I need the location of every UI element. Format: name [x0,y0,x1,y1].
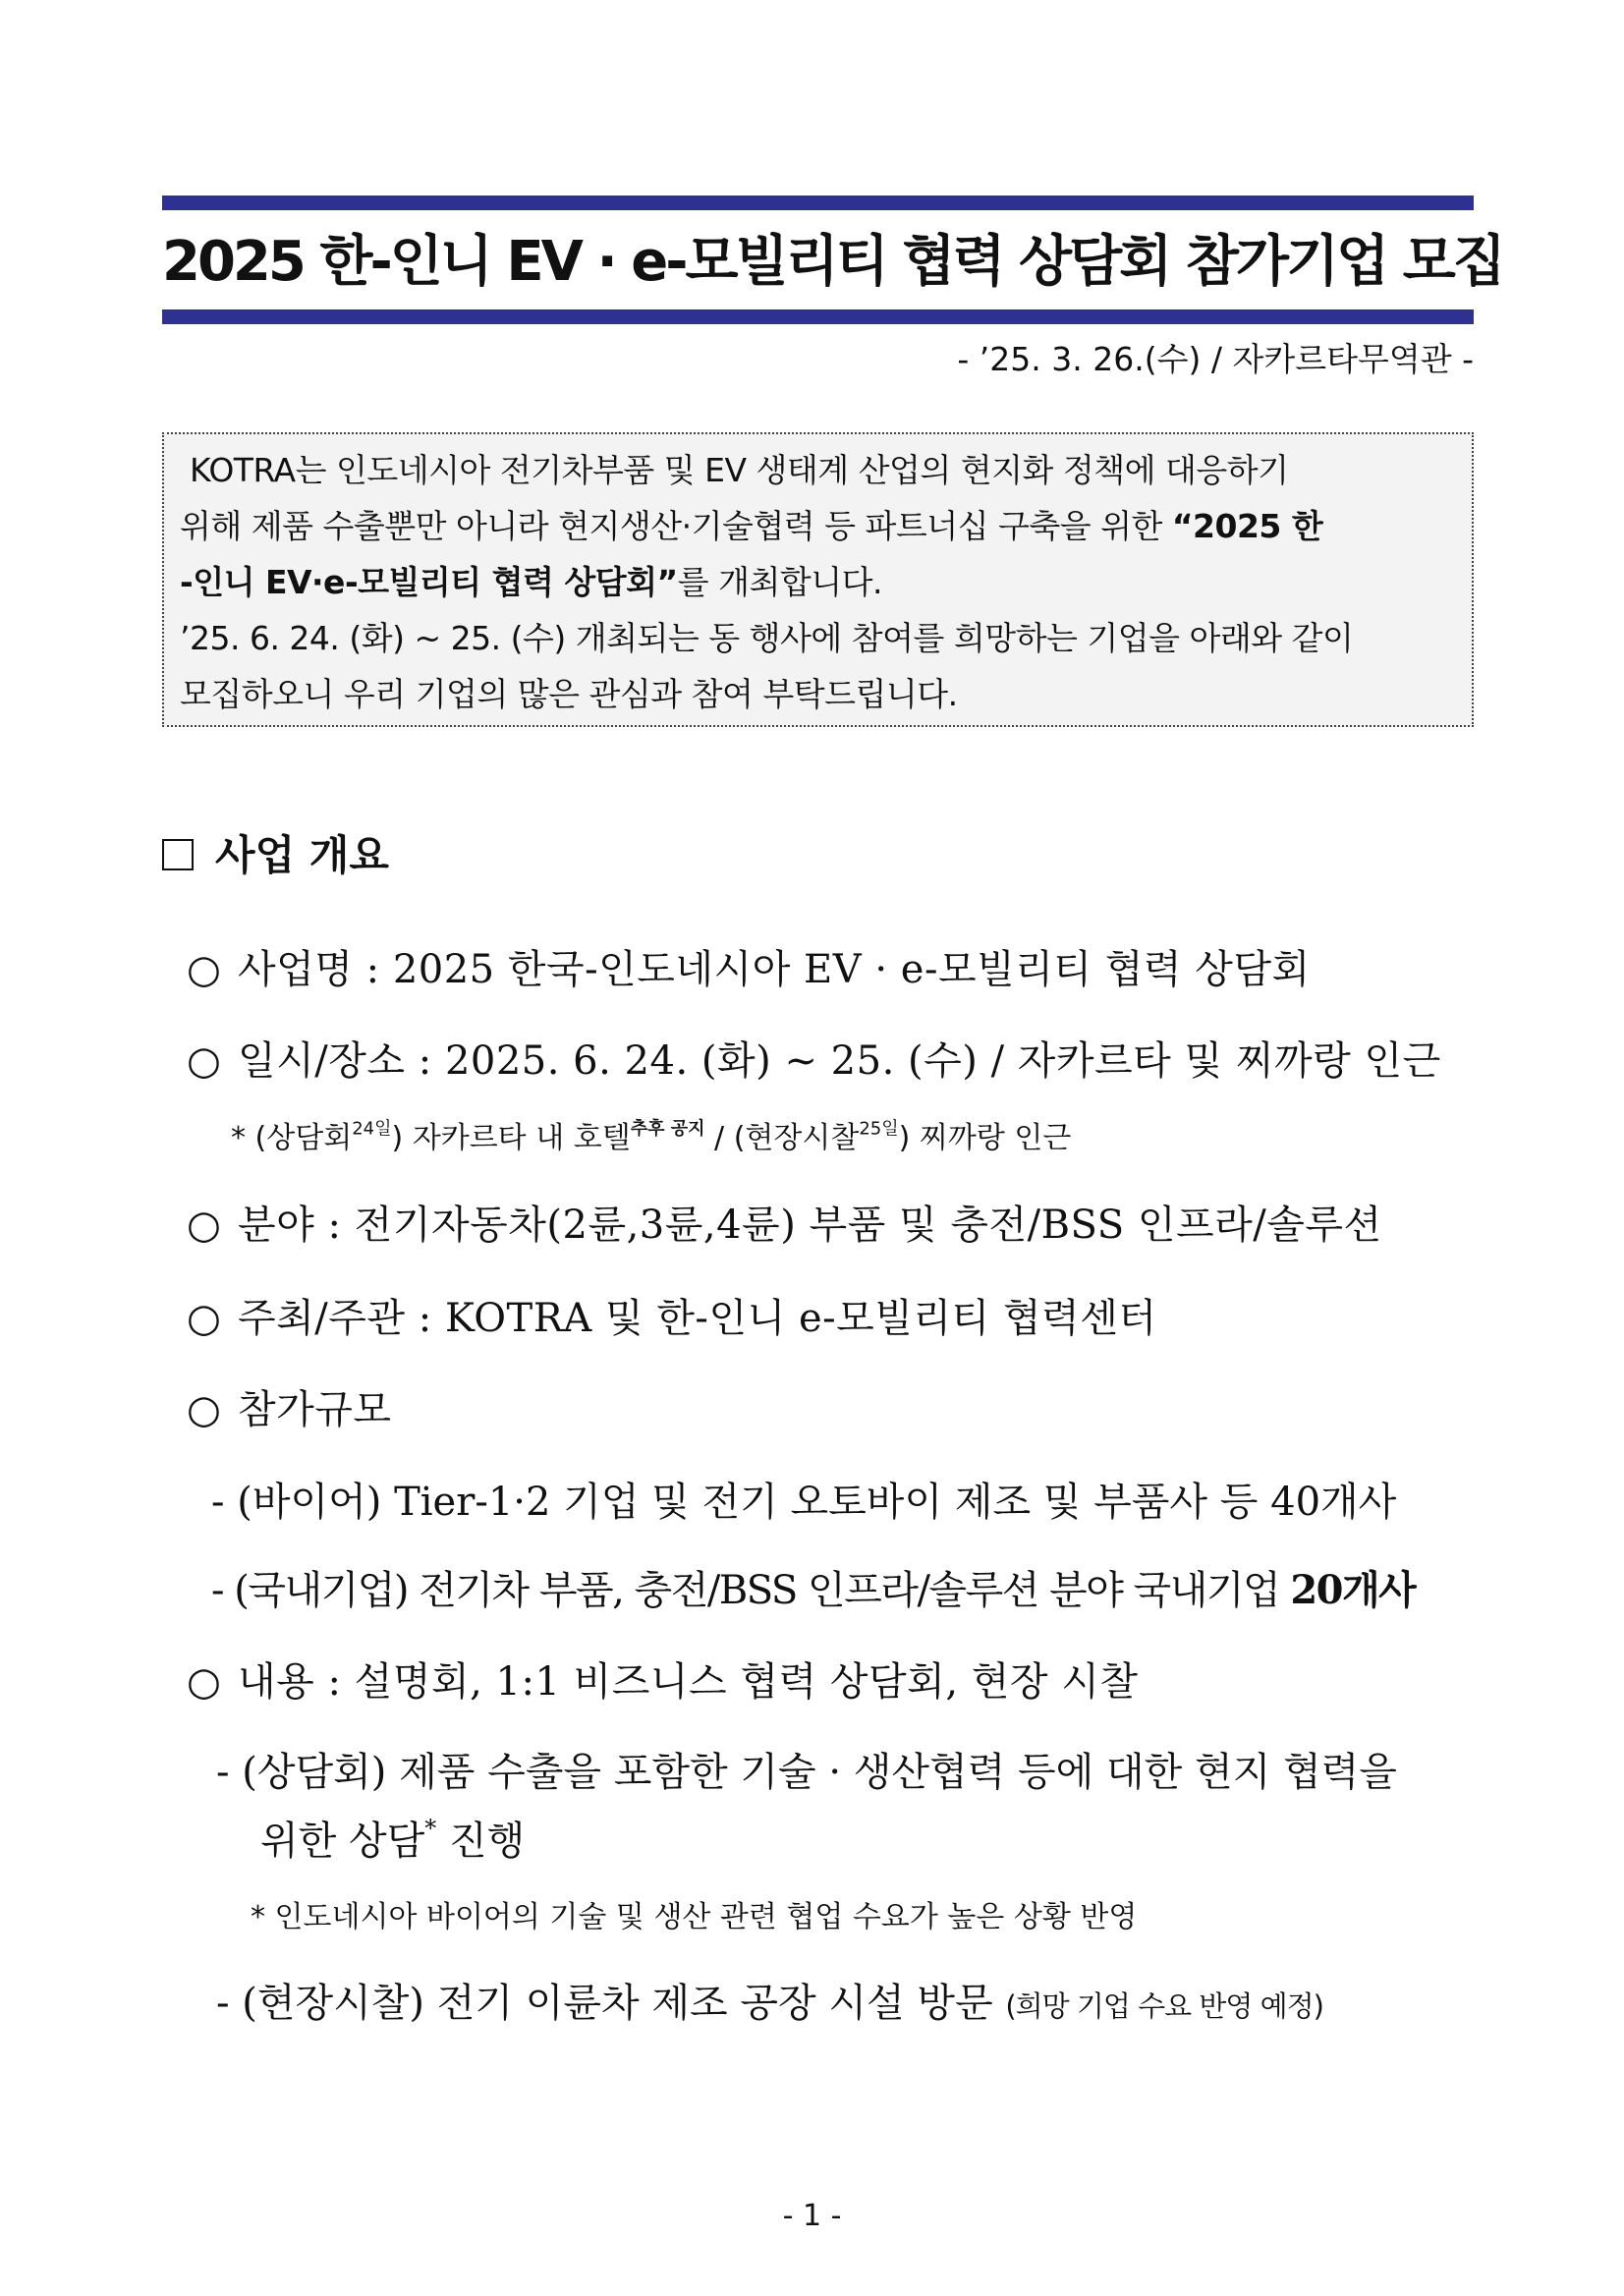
item-content: ○ 내용 : 설명회, 1:1 비즈니스 협력 상담회, 현장 시찰 [187,1659,1139,1705]
intro-line-3: -인니 EV·e-모빌리티 협력 상담회”를 개최합니다. [180,563,882,601]
circle-bullet-icon: ○ [187,1038,222,1084]
date-location-line: - ’25. 3. 26.(수) / 자카르타무역관 - [957,340,1474,378]
consult-note: * 인도네시아 바이어의 기술 및 생산 관련 협업 수요가 높은 상황 반영 [251,1900,1138,1934]
item-schedule: ○ 일시/장소 : 2025. 6. 24. (화) ~ 25. (수) / 자카르타 및 찌까랑 인근 [187,1038,1441,1084]
intro-line-2: 위해 제품 수출뿐만 아니라 현지생산·기술협력 등 파트너십 구축을 위한 “2025 한 [180,507,1323,545]
intro-line-5: 모집하오니 우리 기업의 많은 관심과 참여 부탁드립니다. [180,675,958,713]
scale-buyer: - (바이어) Tier-1·2 기업 및 전기 오토바이 제조 및 부품사 등 40개사 [211,1480,1397,1525]
content-consult-line-2: 위한 상담* 진행 [260,1815,526,1864]
schedule-note: * (상담회$^{24일}$) 자카르타 내 호텔$^{추후 공지}$ / (현장시찰$^{25일}$) 찌까랑 인근 [231,1118,1072,1155]
circle-bullet-icon: ○ [187,947,222,992]
circle-bullet-icon: ○ [187,1387,222,1432]
page-number: - 1 - [782,2199,842,2233]
item-host: ○ 주최/주관 : KOTRA 및 한-인니 e-모빌리티 협력센터 [187,1296,1157,1341]
page-title: 2025 한-인니 EV · e-모빌리티 협력 상담회 참가기업 모집 [162,230,1503,294]
intro-line-4: ’25. 6. 24. (화) ~ 25. (수) 개최되는 동 행사에 참여를 희망하는 기업을 아래와 같이 [180,619,1354,657]
item-name: ○ 사업명 : 2025 한국-인도네시아 EV · e-모빌리티 협력 상담회 [187,947,1311,992]
item-field: ○ 분야 : 전기자동차(2륜,3륜,4륜) 부품 및 충전/BSS 인프라/솔루션 [187,1203,1382,1248]
intro-box [162,432,1474,727]
circle-bullet-icon: ○ [187,1203,222,1248]
section-heading: 사업 개요 [162,823,389,882]
title-bottom-rule [162,309,1474,324]
circle-bullet-icon: ○ [187,1296,222,1341]
content-visit: - (현장시찰) 전기 이륜차 제조 공장 시설 방문 (희망 기업 수요 반영 예정) [216,1981,1323,2026]
intro-line-1: KOTRA는 인도네시아 전기차부품 및 EV 생태계 산업의 현지화 정책에 대응하기 [190,451,1289,489]
content-consult-line-1: - (상담회) 제품 수출을 포함한 기술 · 생산협력 등에 대한 현지 협력을 [216,1750,1397,1795]
item-scale: ○ 참가규모 [187,1387,392,1432]
square-bullet-icon [162,839,194,870]
circle-bullet-icon: ○ [187,1659,222,1705]
scale-domestic: - (국내기업) 전기차 부품, 충전/BSS 인프라/솔루션 분야 국내기업 20개사 [211,1567,1416,1613]
title-top-rule [162,196,1474,210]
